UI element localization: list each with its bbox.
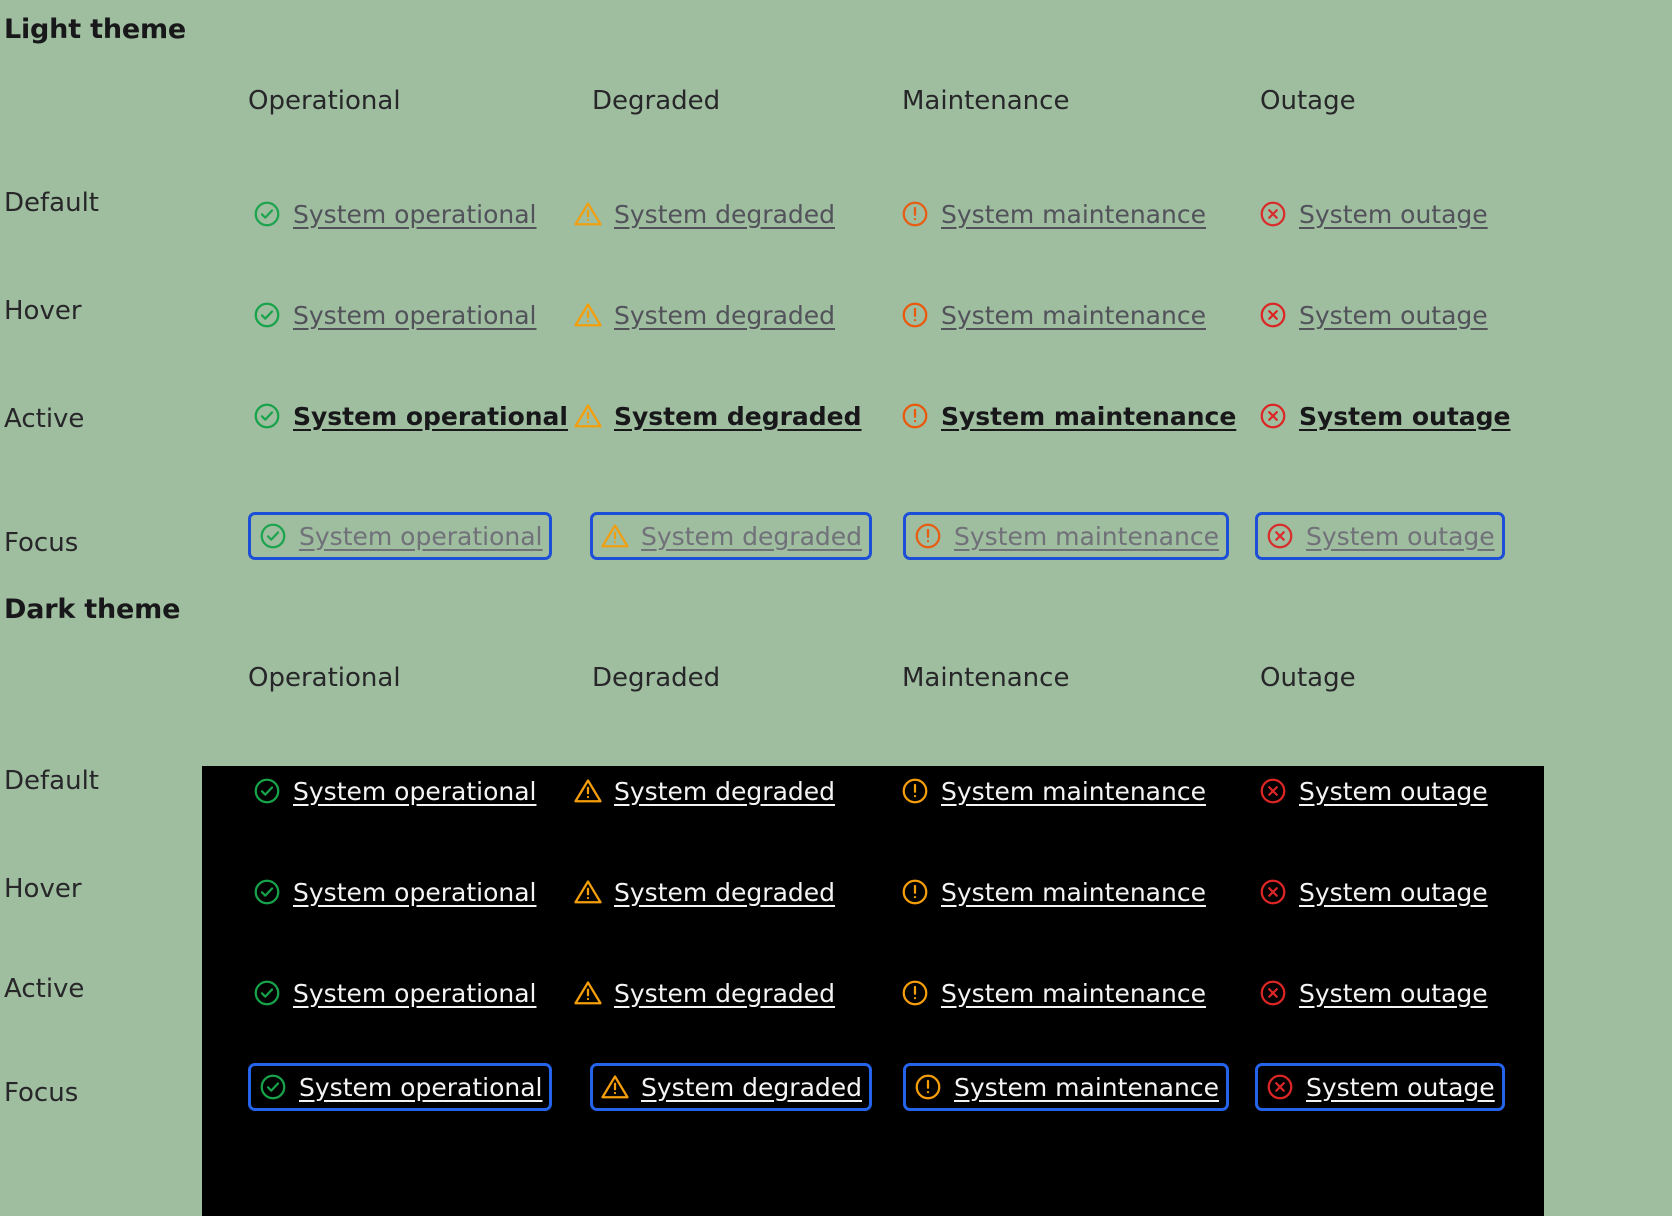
x-circle-icon — [1258, 776, 1288, 806]
exclamation-circle-icon — [900, 978, 930, 1008]
status-link-label: System outage — [1299, 300, 1488, 330]
status-link-label: System operational — [293, 300, 537, 330]
check-circle-icon — [252, 300, 282, 330]
status-link-label: System maintenance — [941, 978, 1206, 1008]
check-circle-icon — [252, 401, 282, 431]
light-focus-outage-link[interactable] — [1255, 512, 1505, 560]
light-row-label-default: Default — [4, 188, 99, 218]
light-column-header-operational: Operational — [248, 86, 401, 116]
exclamation-circle-icon — [900, 776, 930, 806]
status-link-label: System degraded — [641, 1072, 863, 1102]
status-link-label: System maintenance — [941, 877, 1206, 907]
status-link-label: System maintenance — [941, 401, 1237, 431]
light-focus-operational-link[interactable] — [248, 512, 552, 560]
x-circle-icon — [1258, 877, 1288, 907]
dark-active-degraded-link[interactable] — [563, 969, 845, 1017]
check-circle-icon — [252, 978, 282, 1008]
status-link-label: System maintenance — [941, 776, 1206, 806]
check-circle-icon — [252, 877, 282, 907]
light-default-outage-link[interactable] — [1248, 190, 1498, 238]
dark-row-label-default: Default — [4, 766, 99, 796]
status-link-label: System maintenance — [941, 300, 1206, 330]
status-link-label: System operational — [293, 978, 537, 1008]
status-link-label: System degraded — [614, 877, 836, 907]
status-link-label: System degraded — [614, 401, 862, 431]
x-circle-icon — [1258, 978, 1288, 1008]
dark-hover-degraded-link[interactable] — [563, 868, 845, 916]
x-circle-icon — [1258, 300, 1288, 330]
check-circle-icon — [258, 1072, 288, 1102]
light-hover-operational-link[interactable] — [242, 291, 546, 339]
status-link-label: System outage — [1306, 521, 1495, 551]
dark-theme-title: Dark theme — [4, 594, 181, 625]
exclamation-circle-icon — [900, 877, 930, 907]
status-link-label: System operational — [293, 776, 537, 806]
dark-default-degraded-link[interactable] — [563, 767, 845, 815]
status-link-label: System outage — [1299, 776, 1488, 806]
status-link-label: System maintenance — [954, 521, 1219, 551]
dark-default-operational-link[interactable] — [242, 767, 546, 815]
status-link-label: System degraded — [614, 776, 836, 806]
dark-column-header-degraded: Degraded — [592, 663, 721, 693]
warning-triangle-icon — [600, 521, 630, 551]
light-row-label-active: Active — [4, 404, 85, 434]
status-link-label: System operational — [293, 199, 537, 229]
warning-triangle-icon — [573, 199, 603, 229]
light-focus-degraded-link[interactable] — [590, 512, 872, 560]
dark-column-header-outage: Outage — [1260, 663, 1356, 693]
exclamation-circle-icon — [913, 1072, 943, 1102]
status-link-label: System outage — [1299, 978, 1488, 1008]
dark-column-header-operational: Operational — [248, 663, 401, 693]
light-row-label-focus: Focus — [4, 528, 79, 558]
dark-hover-maintenance-link[interactable] — [890, 868, 1216, 916]
exclamation-circle-icon — [900, 300, 930, 330]
light-active-outage-link[interactable] — [1248, 392, 1521, 440]
dark-active-maintenance-link[interactable] — [890, 969, 1216, 1017]
light-hover-outage-link[interactable] — [1248, 291, 1498, 339]
exclamation-circle-icon — [913, 521, 943, 551]
dark-focus-maintenance-link[interactable] — [903, 1063, 1229, 1111]
light-active-operational-link[interactable] — [242, 392, 578, 440]
light-default-degraded-link[interactable] — [563, 190, 845, 238]
warning-triangle-icon — [573, 300, 603, 330]
warning-triangle-icon — [573, 877, 603, 907]
light-theme-title: Light theme — [4, 14, 187, 45]
light-active-maintenance-link[interactable] — [890, 392, 1246, 440]
light-hover-degraded-link[interactable] — [563, 291, 845, 339]
dark-default-maintenance-link[interactable] — [890, 767, 1216, 815]
status-link-label: System outage — [1299, 199, 1488, 229]
check-circle-icon — [258, 521, 288, 551]
status-link-label: System maintenance — [941, 199, 1206, 229]
status-link-label: System maintenance — [954, 1072, 1219, 1102]
status-link-label: System operational — [293, 877, 537, 907]
dark-active-operational-link[interactable] — [242, 969, 546, 1017]
dark-hover-outage-link[interactable] — [1248, 868, 1498, 916]
status-link-label: System operational — [299, 1072, 543, 1102]
x-circle-icon — [1258, 401, 1288, 431]
exclamation-circle-icon — [900, 199, 930, 229]
light-column-header-degraded: Degraded — [592, 86, 721, 116]
status-link-label: System outage — [1306, 1072, 1495, 1102]
light-focus-maintenance-link[interactable] — [903, 512, 1229, 560]
status-link-label: System outage — [1299, 877, 1488, 907]
dark-focus-degraded-link[interactable] — [590, 1063, 872, 1111]
dark-row-label-active: Active — [4, 974, 85, 1004]
status-link-label: System degraded — [641, 521, 863, 551]
dark-row-label-hover: Hover — [4, 874, 82, 904]
dark-focus-outage-link[interactable] — [1255, 1063, 1505, 1111]
check-circle-icon — [252, 199, 282, 229]
status-link-label: System operational — [299, 521, 543, 551]
dark-active-outage-link[interactable] — [1248, 969, 1498, 1017]
status-link-label: System degraded — [614, 978, 836, 1008]
dark-row-label-focus: Focus — [4, 1078, 79, 1108]
status-link-label: System operational — [293, 401, 568, 431]
x-circle-icon — [1258, 199, 1288, 229]
light-row-label-hover: Hover — [4, 296, 82, 326]
light-active-degraded-link[interactable] — [563, 392, 872, 440]
light-default-operational-link[interactable] — [242, 190, 546, 238]
warning-triangle-icon — [600, 1072, 630, 1102]
x-circle-icon — [1265, 521, 1295, 551]
dark-column-header-maintenance: Maintenance — [902, 663, 1070, 693]
light-column-header-outage: Outage — [1260, 86, 1356, 116]
check-circle-icon — [252, 776, 282, 806]
light-default-maintenance-link[interactable] — [890, 190, 1216, 238]
dark-hover-operational-link[interactable] — [242, 868, 546, 916]
status-link-label: System degraded — [614, 300, 836, 330]
x-circle-icon — [1265, 1072, 1295, 1102]
dark-default-outage-link[interactable] — [1248, 767, 1498, 815]
warning-triangle-icon — [573, 776, 603, 806]
light-column-header-maintenance: Maintenance — [902, 86, 1070, 116]
light-hover-maintenance-link[interactable] — [890, 291, 1216, 339]
warning-triangle-icon — [573, 978, 603, 1008]
status-link-label: System outage — [1299, 401, 1511, 431]
warning-triangle-icon — [573, 401, 603, 431]
dark-focus-operational-link[interactable] — [248, 1063, 552, 1111]
exclamation-circle-icon — [900, 401, 930, 431]
status-link-label: System degraded — [614, 199, 836, 229]
